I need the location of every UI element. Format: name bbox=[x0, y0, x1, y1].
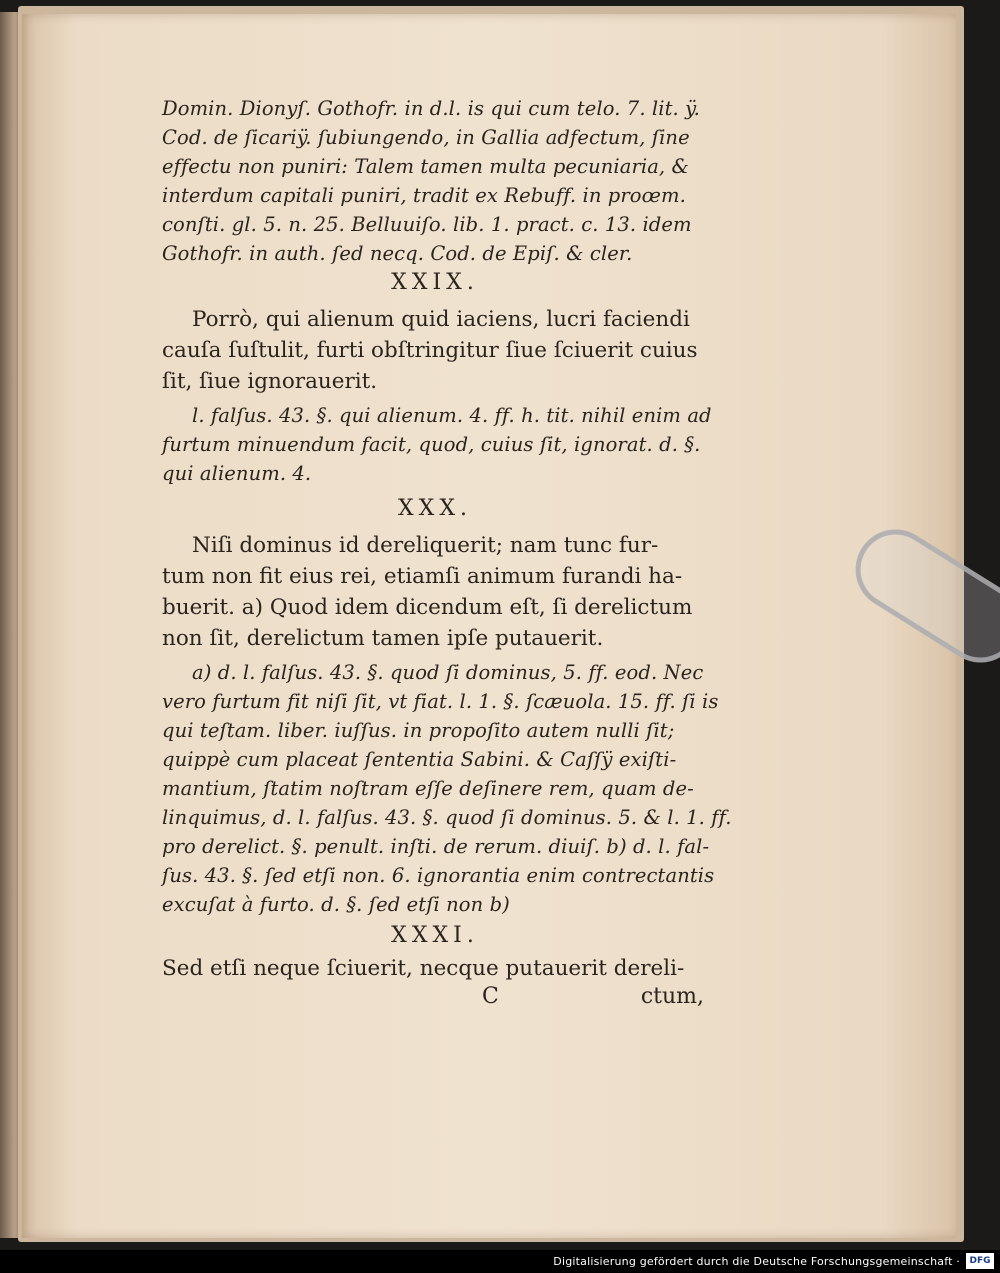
note-line: l. falſus. 43. §. qui alienum. 4. ff. h. tit. nihil enim ad bbox=[192, 404, 712, 427]
note-line: ſus. 43. §. ſed etſi non. 6. ignorantia enim contrectantis bbox=[162, 864, 715, 887]
section-note-30 bbox=[162, 658, 732, 919]
section-heading-31: XXXI. bbox=[391, 923, 479, 948]
page-text bbox=[162, 94, 732, 1016]
catchword: ctum, bbox=[640, 984, 704, 1009]
note-line: qui teſtam. liber. iuſſus. in propoſito autem nulli ſit; bbox=[162, 719, 675, 742]
paragraph-line: buerit. a) Quod idem dicendum eſt, ſi derelictum bbox=[162, 595, 693, 620]
paragraph-line: tum non fit eius rei, etiamſi animum furandi ha- bbox=[162, 564, 683, 589]
section-heading-30: XXX. bbox=[398, 496, 472, 521]
top-footnote bbox=[162, 94, 708, 268]
funding-credit: Digitalisierung gefördert durch die Deutsche Forschungsgemeinschaft · bbox=[553, 1255, 960, 1268]
note-line: furtum minuendum facit, quod, cuius ſit, ignorat. d. §. bbox=[162, 433, 701, 456]
paragraph-line: Porrò, qui alienum quid iaciens, lucri faciendi bbox=[192, 307, 690, 332]
note-line: conſti. gl. 5. n. 25. Belluuiſo. lib. 1. pract. c. 13. idem bbox=[162, 213, 692, 236]
footer-bar bbox=[0, 1250, 1000, 1273]
signature-mark: C bbox=[482, 984, 499, 1009]
note-line: Gothofr. in auth. ſed necq. Cod. de Epiſ. & cler. bbox=[162, 242, 633, 265]
paragraph-line: non ſit, derelictum tamen ipſe putauerit. bbox=[162, 626, 604, 651]
note-line: effectu non puniri: Talem tamen multa pecuniaria, & bbox=[162, 155, 689, 178]
note-line: linquimus, d. l. falſus. 43. §. quod ſi dominus. 5. & l. 1. ff. bbox=[162, 806, 732, 829]
paragraph-line: Niſi dominus id dereliquerit; nam tunc fur- bbox=[192, 533, 659, 558]
note-line: Domin. Dionyſ. Gothofr. in d.l. is qui cum telo. 7. lit. ÿ. bbox=[162, 97, 700, 120]
section-paragraph-31 bbox=[162, 953, 708, 984]
dfg-logo: DFG bbox=[966, 1253, 994, 1269]
note-line: mantium, ſtatim noſtram eſſe deſinere rem, quam de- bbox=[162, 777, 694, 800]
note-line: quippè cum placeat ſententia Sabini. & Caſſÿ exiſti- bbox=[162, 748, 677, 771]
book-page bbox=[22, 14, 956, 1238]
section-heading-29: XXIX. bbox=[391, 270, 479, 295]
section-note-29 bbox=[162, 401, 712, 488]
paragraph-line: cauſa ſuſtulit, furti obſtringitur ſiue ſciuerit cuius bbox=[162, 338, 698, 363]
note-line: interdum capitali puniri, tradit ex Rebuff. in proœm. bbox=[162, 184, 686, 207]
section-paragraph-30 bbox=[162, 530, 708, 654]
note-line: a) d. l. falſus. 43. §. quod ſi dominus, 5. ff. eod. Nec bbox=[192, 661, 704, 684]
note-line: vero furtum fit niſi ſit, vt fiat. l. 1. §. ſcæuola. 15. ff. ſi is bbox=[162, 690, 719, 713]
note-line: pro derelict. §. penult. inſti. de rerum. diuiſ. b) d. l. fal- bbox=[162, 835, 710, 858]
page-foot bbox=[162, 984, 708, 1016]
note-line: excuſat à furto. d. §. ſed etſi non b) bbox=[162, 893, 510, 916]
paragraph-line: ſit, ſiue ignorauerit. bbox=[162, 369, 378, 394]
section-paragraph-29 bbox=[162, 304, 708, 397]
note-line: Cod. de ſicariÿ. ſubiungendo, in Gallia adfectum, ſine bbox=[162, 126, 690, 149]
paragraph-line: Sed etſi neque ſciuerit, necque putauerit dereli- bbox=[162, 956, 685, 981]
note-line: qui alienum. 4. bbox=[162, 462, 312, 485]
